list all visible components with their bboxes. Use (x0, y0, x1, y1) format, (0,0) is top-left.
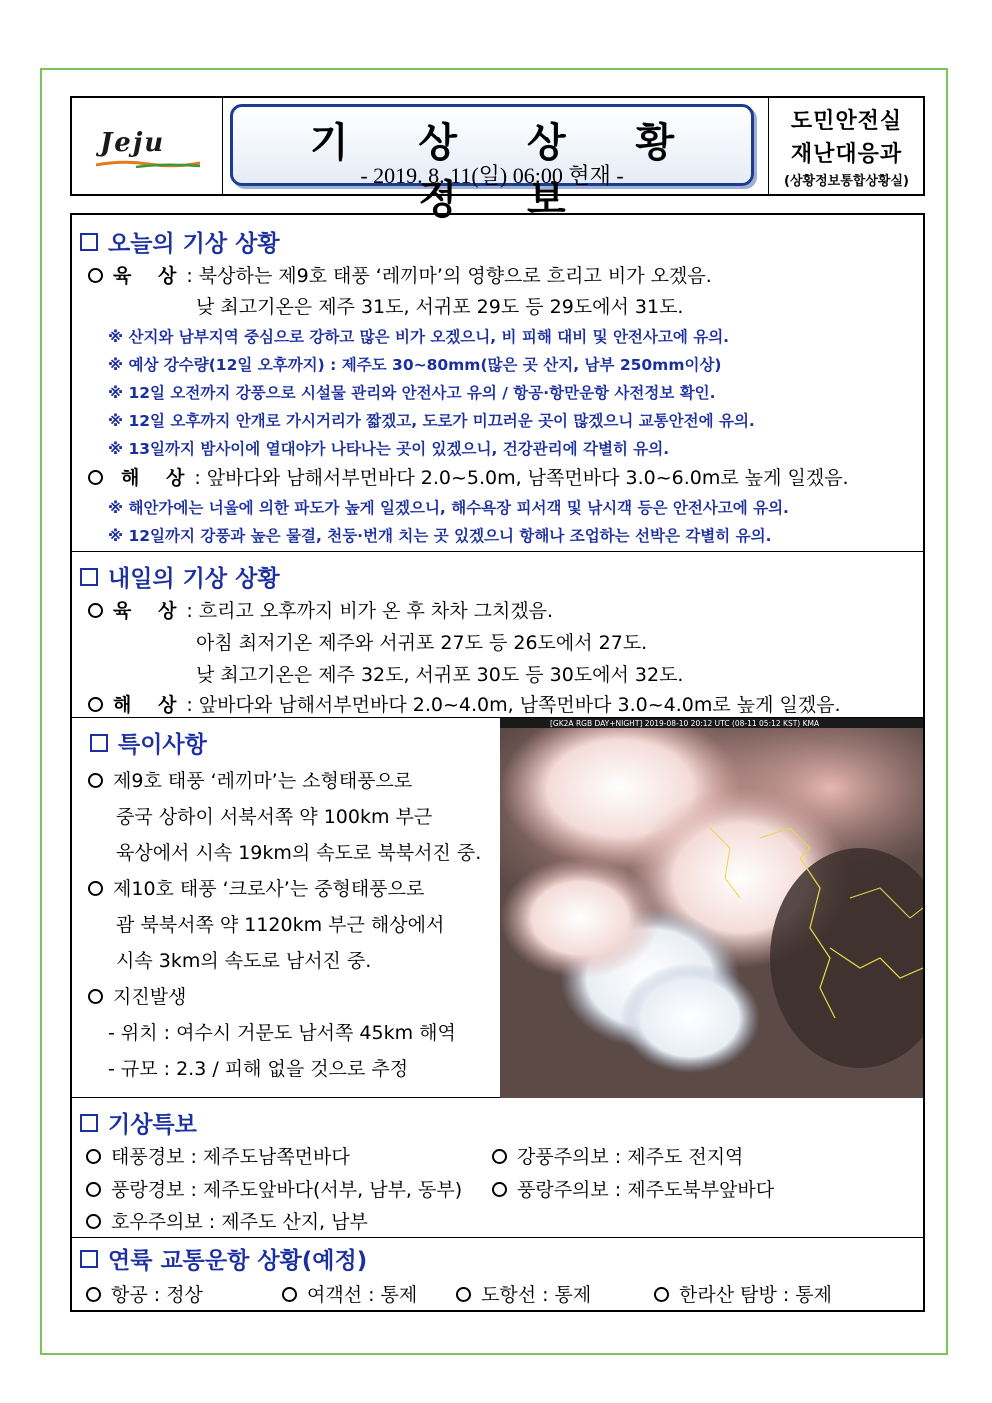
special-title (90, 726, 207, 759)
title-box (230, 104, 754, 223)
today-sea-note: ※ 12일까지 강풍과 높은 물결, 천둥·번개 치는 곳 있겠으니 항해나 조업하는 선박은 각별히 유의. (108, 527, 772, 545)
special-line: 육상에서 시속 19km의 속도로 북북서진 중. (116, 842, 482, 864)
traffic-item: 한라산 탐방 : 통제 (654, 1280, 832, 1307)
report-datetime: - 2019. 8. 11(일) 06:00 현재 - (360, 163, 624, 188)
special-line: 중국 상하이 서북서쪽 약 100km 부근 (116, 806, 433, 828)
section-title-text: 오늘의 기상 상황 (108, 231, 280, 257)
tomorrow-land-line-3: 낮 최고기온은 제주 32도, 서귀포 30도 등 30도에서 32도. (196, 664, 684, 686)
office-name: (상황정보통합상황실) (784, 174, 909, 189)
division-name: 재난대응과 (790, 142, 903, 167)
special-line: 시속 3km의 속도로 남서진 중. (116, 950, 372, 972)
tomorrow-sea-line: 해 상: 앞바다와 남해서부먼바다 2.0~4.0m, 남쪽먼바다 3.0~4.0m로 높게 일겠음. (88, 690, 841, 717)
special-line: 지진발생 (88, 982, 186, 1009)
section-title-text: 내일의 기상 상황 (108, 566, 280, 592)
warning-item: 호우주의보 : 제주도 산지, 남부 (86, 1207, 368, 1234)
checkbox-icon (80, 233, 98, 251)
circle-bullet-icon (282, 1287, 297, 1302)
tomorrow-title (80, 560, 280, 593)
circle-bullet-icon (88, 881, 103, 896)
circle-bullet-icon (88, 268, 103, 283)
section-title-text: 기상특보 (108, 1112, 197, 1138)
special-line: - 위치 : 여수시 거문도 남서쪽 45km 해역 (108, 1022, 456, 1044)
today-section (72, 215, 923, 552)
today-note: ※ 13일까지 밤사이에 열대야가 나타나는 곳이 있겠으니, 건강관리에 각별히 유의. (108, 440, 670, 458)
warning-item: 강풍주의보 : 제주도 전지역 (492, 1142, 743, 1169)
tomorrow-section (72, 552, 923, 718)
checkbox-icon (80, 1114, 98, 1132)
special-line: 제9호 태풍 ‘레끼마’는 소형태풍으로 (88, 766, 412, 793)
circle-bullet-icon (456, 1287, 471, 1302)
today-land-line: 육 상: 북상하는 제9호 태풍 ‘레끼마’의 영향으로 흐리고 비가 오겠음. (88, 261, 712, 288)
traffic-item: 항공 : 정상 (86, 1280, 203, 1307)
checkbox-icon (80, 568, 98, 586)
circle-bullet-icon (86, 1287, 101, 1302)
dept-name: 도민안전실 (790, 109, 903, 134)
warning-item: 풍랑주의보 : 제주도북부앞바다 (492, 1175, 774, 1202)
warnings-title (80, 1106, 197, 1139)
section-title-text: 특이사항 (118, 732, 207, 758)
jeju-logo (72, 98, 223, 194)
today-note: ※ 12일 오전까지 강풍으로 시설물 관리와 안전사고 유의 / 항공·항만운항 사전정보 확인. (108, 384, 716, 402)
checkbox-icon (90, 734, 108, 752)
department-block (768, 98, 924, 194)
warning-item: 풍랑경보 : 제주도앞바다(서부, 남부, 동부) (86, 1175, 462, 1202)
report-body (70, 213, 925, 1312)
checkbox-icon (80, 1250, 98, 1268)
circle-bullet-icon (88, 697, 103, 712)
logo-text: Jeju (100, 128, 166, 158)
header (70, 96, 925, 223)
special-line: 괌 북북서쪽 약 1120km 부근 해상에서 (116, 914, 445, 936)
traffic-section (72, 1238, 923, 1310)
circle-bullet-icon (88, 603, 103, 618)
tomorrow-land-line-2: 아침 최저기온 제주와 서귀포 27도 등 26도에서 27도. (196, 632, 648, 654)
circle-bullet-icon (654, 1287, 669, 1302)
logo-wave-icon (96, 160, 200, 168)
satellite-caption: [GK2A RGB DAY+NIGHT] 2019-08-10 20:12 UTC (08-11 05:12 KST) KMA (550, 719, 820, 728)
circle-bullet-icon (88, 989, 103, 1004)
circle-bullet-icon (88, 470, 103, 485)
satellite-image (500, 718, 923, 1098)
warning-item: 태풍경보 : 제주도남쪽먼바다 (86, 1142, 350, 1169)
today-title (80, 225, 280, 258)
warnings-section (72, 1098, 923, 1238)
today-note: ※ 12일 오후까지 안개로 가시거리가 짧겠고, 도로가 미끄러운 곳이 많겠으니 교통안전에 유의. (108, 412, 755, 430)
today-sea-line: 해 상: 앞바다와 남해서부먼바다 2.0~5.0m, 남쪽먼바다 3.0~6.0m로 높게 일겠음. (88, 463, 849, 490)
today-note: ※ 예상 강수량(12일 오후까지) : 제주도 30~80mm(많은 곳 산지, 남부 250mm이상) (108, 356, 722, 374)
page-title: 기 상 상 황 정 보 (309, 120, 703, 223)
today-note: ※ 산지와 남부지역 중심으로 강하고 많은 비가 오겠으니, 비 피해 대비 및 안전사고에 유의. (108, 328, 730, 346)
special-line: 제10호 태풍 ‘크로사’는 중형태풍으로 (88, 874, 424, 901)
circle-bullet-icon (492, 1182, 507, 1197)
circle-bullet-icon (86, 1182, 101, 1197)
circle-bullet-icon (86, 1214, 101, 1229)
traffic-item: 여객선 : 통제 (282, 1280, 417, 1307)
special-line: - 규모 : 2.3 / 피해 없을 것으로 추정 (108, 1058, 409, 1080)
circle-bullet-icon (492, 1149, 507, 1164)
tomorrow-land-line: 육 상: 흐리고 오후까지 비가 온 후 차차 그치겠음. (88, 596, 553, 623)
traffic-title (80, 1242, 367, 1275)
today-land-line-2: 낮 최고기온은 제주 31도, 서귀포 29도 등 29도에서 31도. (196, 296, 684, 318)
special-section (72, 718, 923, 1098)
circle-bullet-icon (88, 773, 103, 788)
traffic-item: 도항선 : 통제 (456, 1280, 591, 1307)
today-sea-note: ※ 해안가에는 너울에 의한 파도가 높게 일겠으니, 해수욕장 피서객 및 낚시객 등은 안전사고에 유의. (108, 499, 789, 517)
circle-bullet-icon (86, 1149, 101, 1164)
section-title-text: 연륙 교통운항 상황(예정) (108, 1248, 368, 1274)
